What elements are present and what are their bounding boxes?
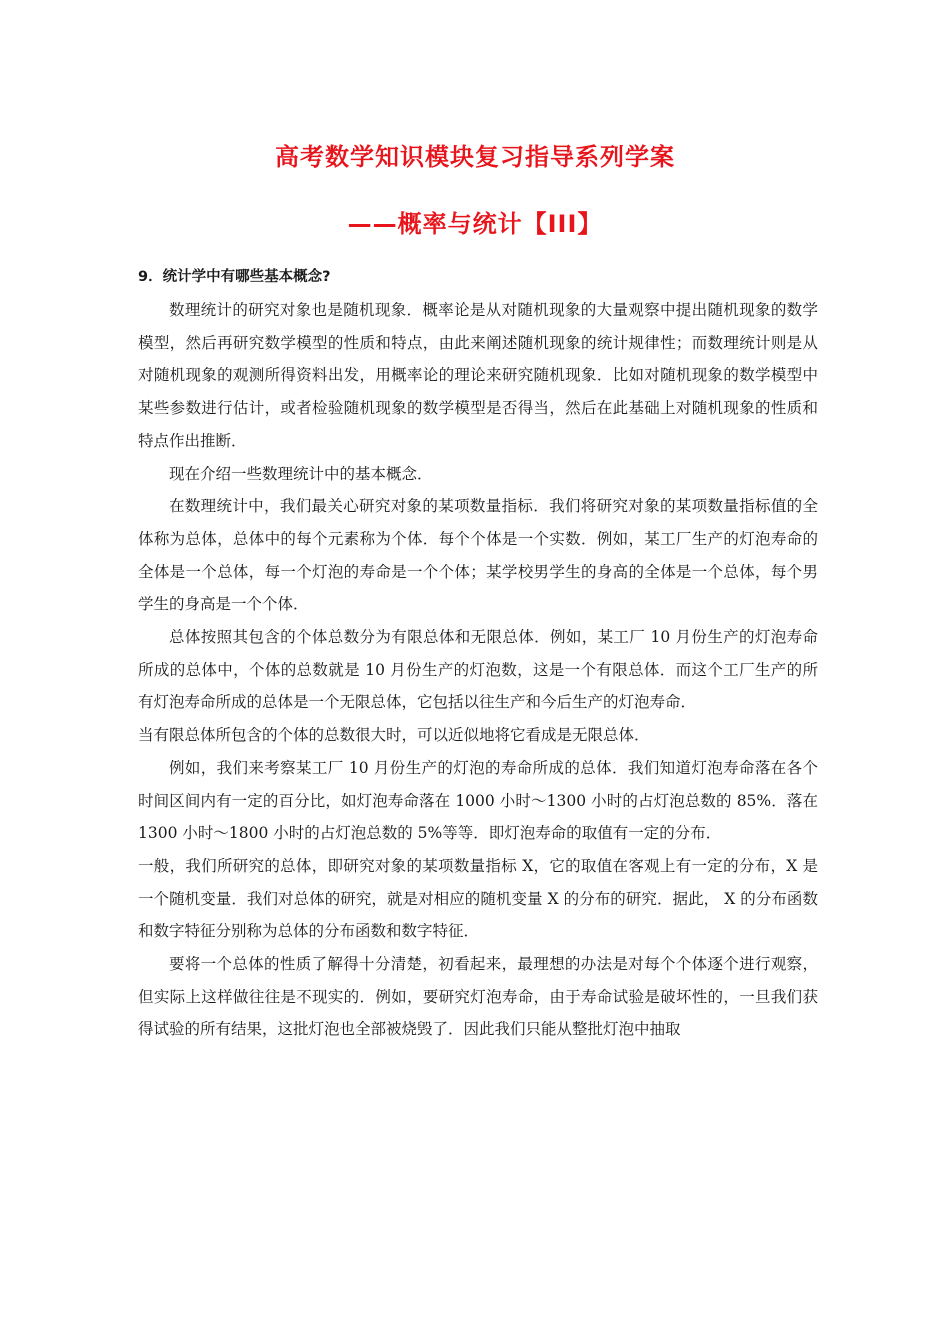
paragraph: 在数理统计中，我们最关心研究对象的某项数量指标．我们将研究对象的某项数量指标值的全体称为总体，总体中的每个元素称为个体．每个个体是一个实数．例如，某工厂生产的灯泡寿命的全体是一个总体，每一个灯泡的寿命是一个个体；某学校男学生的身高的全体是一个总体，每个男学生的身高是一个个体．	[138, 497, 818, 614]
paragraph: 要将一个总体的性质了解得十分清楚，初看起来，最理想的办法是对每个个体逐个进行观察，但实际上这样做往往是不现实的．例如，要研究灯泡寿命，由于寿命试验是破坏性的，一旦我们获得试验的所有结果，这批灯泡也全部被烧毁了．因此我们只能从整批灯泡中抽取	[138, 955, 818, 1039]
paragraph: 当有限总体所包含的个体的总数很大时，可以近似地将它看成是无限总体．	[138, 726, 650, 745]
paragraph: 例如，我们来考察某工厂 10 月份生产的灯泡的寿命所成的总体．我们知道灯泡寿命落在各个时间区间内有一定的百分比，如灯泡寿命落在 1000 小时～1300 小时的占灯泡总数的 85%．落在 1300 小时～1800 小时的占灯泡总数的 5%等等．即灯泡寿命的取值有一定的分布．	[138, 758, 818, 843]
paragraph: 数理统计的研究对象也是随机现象．概率论是从对随机现象的大量观察中提出随机现象的数学模型，然后再研究数学模型的性质和特点，由此来阐述随机现象的统计规律性；而数理统计则是从对随机现象的观测所得资料出发，用概率论的理论来研究随机现象．比如对随机现象的数学模型中某些参数进行估计，或者检验随机现象的数学模型是否得当，然后在此基础上对随机现象的性质和特点作出推断．	[138, 301, 818, 450]
paragraph: 现在介绍一些数理统计中的基本概念．	[169, 464, 433, 483]
document-subtitle: ——概率与统计【III】	[347, 210, 603, 238]
document-body	[138, 294, 818, 1046]
paragraph: 总体按照其包含的个体总数分为有限总体和无限总体．例如，某工厂 10 月份生产的灯泡寿命所成的总体中，个体的总数就是 10 月份生产的灯泡数，这是一个有限总体．而这个工厂生产的所有灯泡寿命所成的总体是一个无限总体，它包括以往生产和今后生产的灯泡寿命．	[138, 628, 818, 712]
paragraph: 一般，我们所研究的总体，即研究对象的某项数量指标 X，它的取值在客观上有一定的分布，X 是一个随机变量．我们对总体的研究，就是对相应的随机变量 X 的分布的研究．据此， X 的分布函数和数字特征分别称为总体的分布函数和数字特征．	[138, 856, 818, 941]
document-title: 高考数学知识模块复习指导系列学案	[275, 143, 675, 171]
section-heading: 9．统计学中有哪些基本概念?	[138, 269, 331, 285]
